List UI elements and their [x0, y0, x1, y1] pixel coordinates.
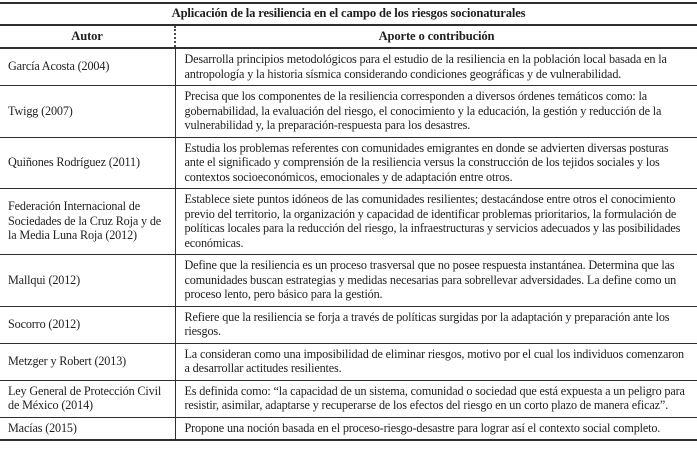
table-row	[0, 417, 697, 440]
table-row	[0, 86, 697, 138]
contribution-cell: Precisa que los componentes de la resiliencia corresponden a diversos órdenes temáticos como: la gobernabilidad, la evaluación del riesgo, el conocimiento y la educación, la gestión y reducción de la vulnerabilidad y, la preparación-respuesta para los desastres.	[175, 86, 697, 138]
author-cell: Federación Internacional de Sociedades de la Cruz Roja y de la Media Luna Roja (2012)	[0, 189, 175, 255]
contribution-cell: Refiere que la resiliencia se forja a través de políticas surgidas por la adaptación y preparación ante los riesgos.	[175, 306, 697, 343]
contribution-cell: La consideran como una imposibilidad de eliminar riesgos, motivo por el cual los individuos comenzaron a desarrollar actitudes resilientes.	[175, 343, 697, 380]
table-head	[0, 3, 697, 48]
author-cell: Metzger y Robert (2013)	[0, 343, 175, 380]
contribution-cell: Establece siete puntos idóneos de las comunidades resilientes; destacándose entre otros el conocimiento previo del territorio, la organización y capacidad de identificar problemas prioritarios, la formulación de políticas locales para la reducción del riesgo, la infraestructuras y servicios adecuados y las posibilidades económicas.	[175, 189, 697, 255]
table-row	[0, 255, 697, 307]
contribution-cell: Define que la resiliencia es un proceso trasversal que no posee respuesta instantánea. Determina que las comunidades buscan estrategias y medidas necesarias para sobrellevar adversidades. La define como un proceso lento, pero básico para la gestión.	[175, 255, 697, 307]
contribution-cell: Propone una noción basada en el proceso-riesgo-desastre para lograr así el contexto social completo.	[175, 417, 697, 440]
table-row	[0, 189, 697, 255]
table-row	[0, 380, 697, 417]
table-body	[0, 48, 697, 440]
table-row	[0, 48, 697, 86]
contribution-cell: Es definida como: “la capacidad de un sistema, comunidad o sociedad que está expuesta a un peligro para resistir, asimilar, adaptarse y recuperarse de los efectos del riesgo en un corto plazo de manera eficaz”.	[175, 380, 697, 417]
author-cell: García Acosta (2004)	[0, 48, 175, 86]
author-cell: Ley General de Protección Civil de México (2014)	[0, 380, 175, 417]
contribution-cell: Estudia los problemas referentes con comunidades emigrantes en donde se advierten diversas posturas ante el significado y comprensión de la resiliencia versus la construcción de los tejidos sociales y los contextos socioeconómicos, emocionales y de adaptación entre otros.	[175, 137, 697, 189]
contribution-cell: Desarrolla principios metodológicos para el estudio de la resiliencia en la población local basada en la antropología y la historia sísmica considerando condiciones geográficas y de vulnerabilidad.	[175, 48, 697, 86]
author-cell: Mallqui (2012)	[0, 255, 175, 307]
column-header-row	[0, 25, 697, 49]
author-cell: Quiñones Rodríguez (2011)	[0, 137, 175, 189]
table-row	[0, 306, 697, 343]
resilience-table	[0, 2, 697, 441]
column-header-autor: Autor	[0, 25, 175, 49]
author-cell: Macías (2015)	[0, 417, 175, 440]
table-title: Aplicación de la resiliencia en el campo de los riesgos socionaturales	[0, 3, 697, 25]
column-header-aporte: Aporte o contribución	[175, 25, 697, 49]
author-cell: Twigg (2007)	[0, 86, 175, 138]
title-row	[0, 3, 697, 25]
table-row	[0, 137, 697, 189]
author-cell: Socorro (2012)	[0, 306, 175, 343]
table-row	[0, 343, 697, 380]
